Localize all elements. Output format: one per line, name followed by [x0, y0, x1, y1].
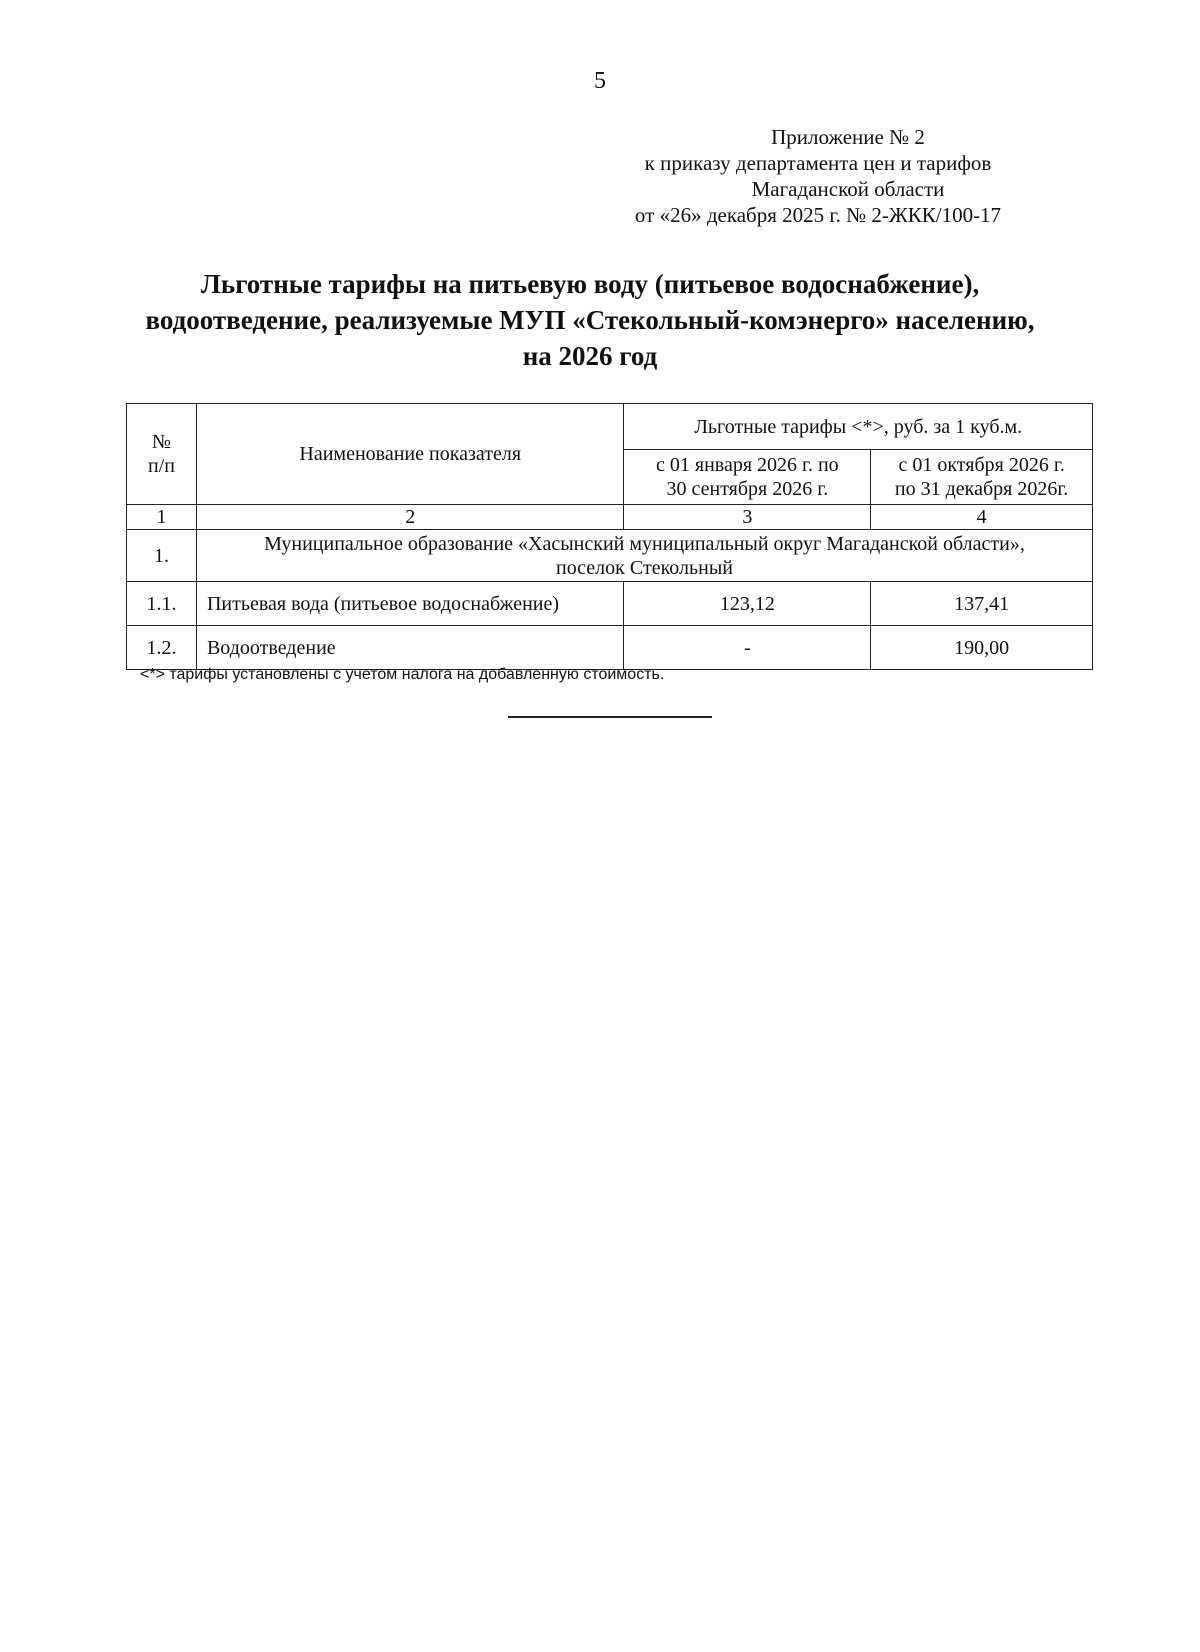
appendix-line-2: к приказу департамента цен и тарифов: [644, 151, 992, 175]
appendix-line-1: Приложение № 2: [771, 125, 925, 149]
section-row: [127, 530, 1093, 582]
header-period-1: [624, 450, 871, 505]
header-period-1-line-2: 30 сентября 2026 г.: [666, 478, 829, 500]
row-name: Водоотведение: [196, 626, 624, 670]
table-row: [127, 626, 1093, 670]
section-title: [196, 530, 1092, 582]
column-number: 4: [871, 505, 1093, 530]
appendix-line-3: Магаданской области: [751, 177, 945, 201]
page-number: 5: [594, 68, 606, 94]
header-tariff-group: Льготные тарифы <*>, руб. за 1 куб.м.: [624, 404, 1093, 450]
title-line-1: Льготные тарифы на питьевую воду (питьевое водоснабжение),: [200, 269, 980, 299]
row-period-2-value: 137,41: [871, 582, 1093, 626]
column-number: 2: [196, 505, 624, 530]
document-title: [110, 266, 1070, 374]
row-number: 1.1.: [127, 582, 197, 626]
section-number: 1.: [127, 530, 197, 582]
row-number: 1.2.: [127, 626, 197, 670]
header-number-line-2: п/п: [147, 455, 175, 477]
header-number-line-1: №: [151, 431, 172, 453]
header-number: [127, 404, 197, 505]
row-period-1-value: 123,12: [624, 582, 871, 626]
column-number: 3: [624, 505, 871, 530]
table-row: [127, 582, 1093, 626]
column-numbers-row: [127, 505, 1093, 530]
header-name: Наименование показателя: [196, 404, 624, 505]
section-title-line-1: Муниципальное образование «Хасынский муниципальный округ Магаданской области»,: [264, 532, 1025, 555]
appendix-line-4: от «26» декабря 2025 г. № 2-ЖКК/100-17: [634, 203, 1002, 227]
section-title-line-2: поселок Стекольный: [555, 556, 733, 579]
header-period-2-line-2: по 31 декабря 2026г.: [894, 478, 1069, 500]
footnote: <*> тарифы установлены с учетом налога на добавленную стоимость.: [140, 666, 665, 683]
header-period-1-line-1: с 01 января 2026 г. по: [656, 454, 839, 476]
header-period-2-line-1: с 01 октября 2026 г.: [898, 454, 1065, 476]
title-line-2: водоотведение, реализуемые МУП «Стекольный-комэнерго» населению,: [145, 305, 1035, 335]
end-divider: [508, 716, 712, 718]
column-number: 1: [127, 505, 197, 530]
header-period-2: [871, 450, 1093, 505]
row-name: Питьевая вода (питьевое водоснабжение): [196, 582, 624, 626]
table-header-row: [127, 404, 1093, 450]
title-line-3: на 2026 год: [522, 341, 658, 371]
row-period-1-value: -: [624, 626, 871, 670]
row-period-2-value: 190,00: [871, 626, 1093, 670]
appendix-header: [558, 124, 1078, 228]
tariff-table: [126, 403, 1093, 670]
